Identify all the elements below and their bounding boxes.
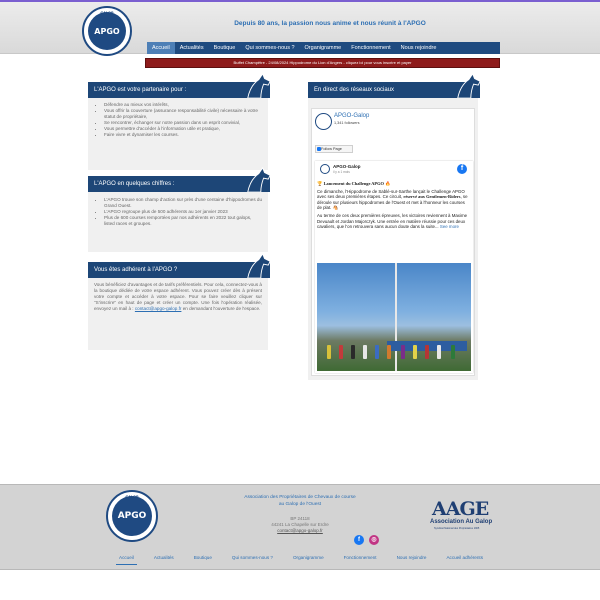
main-nav bbox=[147, 42, 500, 54]
partner-title-text: L'APGO est votre partenaire pour : bbox=[94, 87, 187, 93]
photo-rider bbox=[387, 345, 391, 359]
post-text-part: Ce dimanche, l'Hippodrome de Sablé-sur-Sarthe lançait le Challenge APGO avec ses deux premières étapes. Ce circuit, bbox=[317, 188, 465, 200]
post-title: 🏆 Lancement du Challenge APGO 🔥 bbox=[317, 181, 391, 186]
social-panel-title bbox=[308, 82, 480, 98]
photo-rider bbox=[451, 345, 455, 359]
footer-association-name bbox=[228, 495, 372, 508]
aag-subtitle: Syndicat National des Propriétaires 1905 bbox=[434, 527, 480, 530]
nav-boutique[interactable]: Boutique bbox=[213, 45, 236, 51]
logo-text: APGO bbox=[117, 511, 147, 521]
follow-page-button[interactable] bbox=[315, 145, 353, 153]
aag-partner-logo[interactable] bbox=[430, 498, 494, 532]
list-item: • L'APGO regroupe plus de 500 adhérents au 1er janvier 2023 bbox=[104, 209, 262, 215]
post-photo[interactable] bbox=[317, 263, 471, 371]
logo-ring-text: GALOP bbox=[125, 495, 139, 499]
member-panel bbox=[88, 278, 268, 350]
facebook-icon bbox=[317, 147, 321, 151]
photo-rider bbox=[363, 345, 367, 359]
logo-inner bbox=[88, 12, 126, 50]
logo-inner bbox=[112, 496, 152, 536]
footer-nav-accueil-adherents[interactable]: Accueil adhérents bbox=[446, 555, 483, 560]
list-item: • Défendre au mieux vos intérêts, bbox=[104, 102, 262, 108]
post-author[interactable]: APGO-Galop bbox=[333, 164, 361, 169]
member-body: Vous bénéficiez d'avantages et de tarifs préférentiels. Pour cela, connectez-vous à la boutique dédiée de votre espace adhérent. Vous pouvez créer dès à présent votre compte et accéder à votre espace. Pour se faire veuillez cliquer sur "S'inscrire" en haut de page et créer un compte. Une fois l'opération réalisée, envoyez un mail à : bbox=[94, 282, 262, 311]
footer-city: 44241 La Chapelle sur Erdre bbox=[271, 522, 329, 527]
nav-nous-rejoindre[interactable]: Nous rejoindre bbox=[400, 45, 437, 51]
footer-nav-nous-rejoindre[interactable]: Nous rejoindre bbox=[396, 555, 427, 560]
figures-panel bbox=[88, 192, 268, 252]
photo-rider bbox=[401, 345, 405, 359]
post-paragraph-1 bbox=[317, 189, 469, 211]
post-date[interactable]: il y a 1 mois bbox=[333, 170, 350, 174]
page-name-link[interactable]: APGO-Galop bbox=[334, 113, 370, 119]
logo-text: APGO bbox=[94, 26, 120, 36]
post-paragraph-2 bbox=[317, 213, 469, 230]
post-text-part: , se déroule sur plusieurs hippodromes de l'Ouest et met à l'honneur les courses de plat. 🐴 bbox=[317, 194, 468, 211]
figures-title-text: L'APGO en quelques chiffres : bbox=[94, 181, 175, 187]
post-avatar[interactable] bbox=[320, 164, 330, 174]
footer-address bbox=[228, 516, 372, 534]
horse-head-icon bbox=[244, 166, 272, 194]
facebook-icon[interactable]: f bbox=[354, 535, 364, 545]
partner-list bbox=[94, 102, 262, 137]
facebook-post bbox=[315, 161, 473, 373]
page-avatar[interactable] bbox=[315, 113, 332, 130]
footer-nav-fonctionnement[interactable]: Fonctionnement bbox=[343, 555, 377, 560]
post-text bbox=[317, 181, 469, 230]
photo-rider bbox=[375, 345, 379, 359]
followers-count: 1,341 followers bbox=[334, 121, 360, 125]
partner-panel-title bbox=[88, 82, 270, 98]
follow-label: Follow Page bbox=[321, 147, 342, 151]
footer-nav-accueil[interactable]: Accueil bbox=[116, 553, 137, 565]
facebook-widget bbox=[311, 108, 475, 376]
photo-pole bbox=[395, 263, 397, 371]
see-more-link[interactable]: See more bbox=[439, 224, 459, 230]
footer-title-line: au Galop de l'Ouest bbox=[278, 501, 322, 507]
footer-apgo-logo[interactable] bbox=[106, 490, 158, 542]
nav-qui-sommes-nous[interactable]: Qui sommes-nous ? bbox=[245, 45, 295, 51]
photo-rider bbox=[437, 345, 441, 359]
photo-rider bbox=[351, 345, 355, 359]
horse-head-icon bbox=[244, 72, 272, 100]
list-item: • Se rencontrer, échanger sur notre passion dans un esprit convivial, bbox=[104, 120, 262, 126]
list-item: • Plus de 600 courses remportées par nos adhérents en 2022 tout galops, listed races et groupes. bbox=[104, 215, 262, 227]
footer-nav bbox=[116, 553, 486, 565]
photo-rider bbox=[413, 345, 417, 359]
photo-rider bbox=[339, 345, 343, 359]
figures-list bbox=[94, 197, 262, 227]
logo-ring-text: GALOP bbox=[100, 11, 114, 15]
social-title-text: En direct des réseaux sociaux bbox=[314, 87, 395, 93]
post-text-part: Au terme de ces deux premières épreuves, les victoires reviennent à Maxime Devuault et Jordan Majorczyk. Une entrée en matière réussie pour ces deux cavaliers, que l'on retrouvera sans aucun doute dans la suite... bbox=[317, 212, 468, 230]
list-item: • Vous permettre d'accéder à l'information utile et pratique, bbox=[104, 126, 262, 132]
list-item: • L'APGO trouve son champ d'action sur près d'une centaine d'hippodromes du Grand Ouest. bbox=[104, 197, 262, 209]
apgo-logo[interactable] bbox=[82, 6, 132, 56]
aag-mark: AAGE bbox=[432, 498, 489, 520]
footer-bp: BP 24118 bbox=[290, 516, 310, 521]
nav-fonctionnement[interactable]: Fonctionnement bbox=[351, 45, 391, 51]
list-item: • Vous offrir la couverture (assurance responsabilité civile) nécessaire à votre statut de propriétaire, bbox=[104, 108, 262, 120]
footer-title-line: Association des Propriétaires de Chevaux de course bbox=[244, 495, 356, 500]
figures-panel-title bbox=[88, 176, 270, 192]
nav-actualites[interactable]: Actualités bbox=[179, 45, 204, 51]
nav-accueil[interactable]: Accueil bbox=[147, 42, 175, 54]
footer-nav-boutique[interactable]: Boutique bbox=[193, 555, 212, 560]
partner-panel bbox=[88, 98, 268, 170]
footer-email-link[interactable]: contact@apgo-galop.fr bbox=[277, 528, 323, 533]
footer-nav-organigramme[interactable]: Organigramme bbox=[292, 555, 324, 560]
post-bold-text: réservé aux Gentlemen-Riders bbox=[403, 194, 461, 200]
photo-rider bbox=[327, 345, 331, 359]
horse-head-icon bbox=[244, 252, 272, 280]
instagram-icon[interactable]: ◎ bbox=[369, 535, 379, 545]
member-tail: en demandant l'ouverture de l'espace. bbox=[182, 305, 261, 311]
event-banner[interactable]: Buffet Champêtre - 24/08/2024 Hippodrome du Lion d'Angers - cliquez ici pour vous inscrire et payer bbox=[145, 58, 500, 68]
member-panel-title bbox=[88, 262, 270, 278]
horse-head-icon bbox=[454, 72, 482, 100]
footer-nav-actualites[interactable]: Actualités bbox=[153, 555, 174, 560]
nav-organigramme[interactable]: Organigramme bbox=[304, 45, 342, 51]
facebook-logo-icon[interactable]: f bbox=[457, 164, 467, 174]
list-item: • Faire vivre et dynamiser les courses. bbox=[104, 132, 262, 138]
member-title-text: Vous êtes adhérent à l'APGO ? bbox=[94, 267, 178, 273]
aag-name: Association Au Galop bbox=[430, 519, 493, 525]
member-text bbox=[94, 282, 262, 312]
footer-nav-qui-sommes-nous[interactable]: Qui sommes-nous ? bbox=[231, 555, 273, 560]
photo-rider bbox=[425, 345, 429, 359]
site-tagline: Depuis 80 ans, la passion nous anime et nous réunit à l'APGO bbox=[234, 20, 426, 27]
member-email-link[interactable]: contact@apgo-galop.fr bbox=[134, 305, 182, 311]
